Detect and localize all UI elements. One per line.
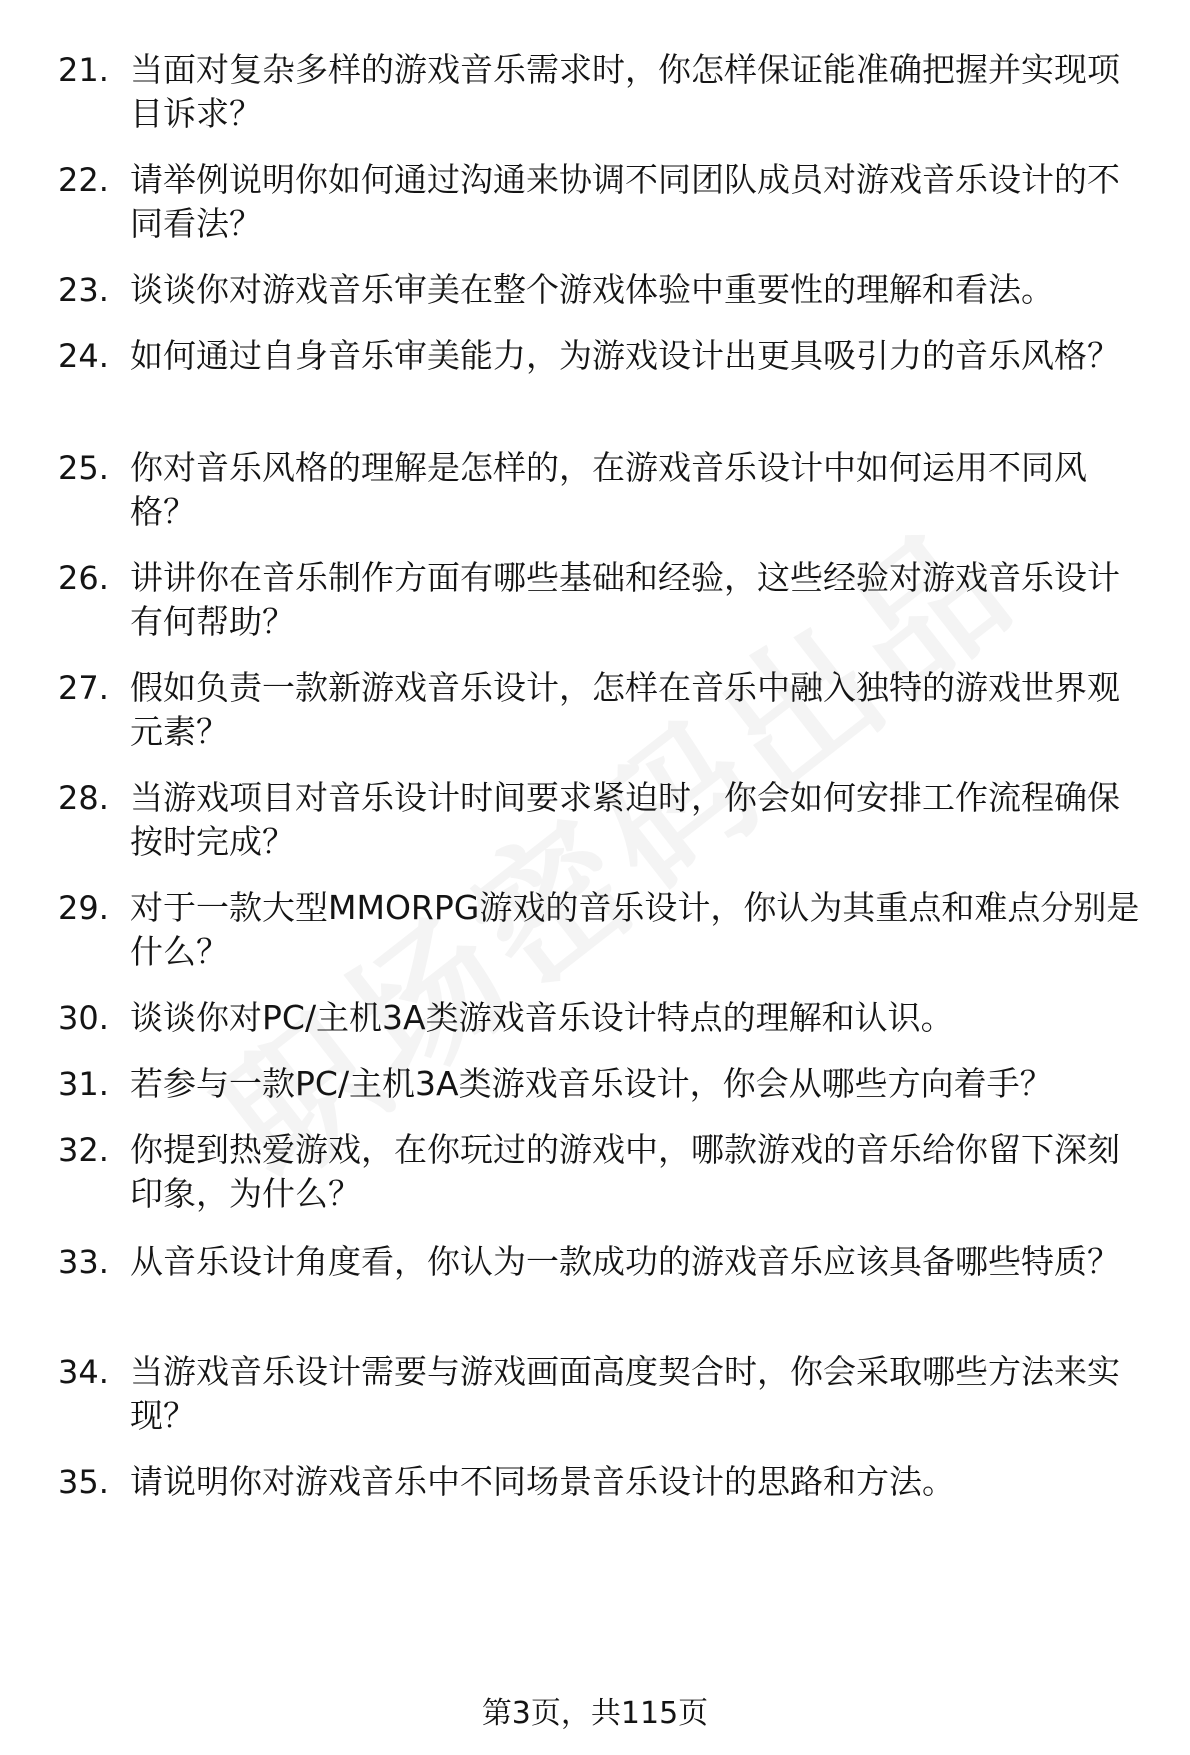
question-text: 假如负责一款新游戏音乐设计，怎样在音乐中融入独特的游戏世界观元素？ <box>130 668 1120 751</box>
question-number: 31. <box>58 1065 109 1103</box>
question-number: 35. <box>58 1463 109 1501</box>
question-number: 26. <box>58 559 109 597</box>
question-number: 25. <box>58 449 109 487</box>
question-item <box>58 48 1148 136</box>
question-text: 请举例说明你如何通过沟通来协调不同团队成员对游戏音乐设计的不同看法？ <box>130 160 1120 243</box>
question-text: 从音乐设计角度看，你认为一款成功的游戏音乐应该具备哪些特质？ <box>130 1242 1120 1281</box>
question-item <box>58 1128 1148 1216</box>
question-text: 你提到热爱游戏，在你玩过的游戏中，哪款游戏的音乐给你留下深刻印象，为什么？ <box>130 1130 1120 1213</box>
question-item <box>58 666 1148 754</box>
question-item <box>58 1350 1148 1438</box>
question-item <box>58 886 1148 974</box>
question-item <box>58 1240 1148 1284</box>
question-item <box>58 1062 1148 1106</box>
question-text: 请说明你对游戏音乐中不同场景音乐设计的思路和方法。 <box>130 1462 955 1501</box>
question-number: 21. <box>58 51 109 89</box>
question-text: 谈谈你对游戏音乐审美在整个游戏体验中重要性的理解和看法。 <box>130 270 1054 309</box>
question-item <box>58 996 1148 1040</box>
question-text: 当面对复杂多样的游戏音乐需求时，你怎样保证能准确把握并实现项目诉求？ <box>130 50 1120 133</box>
question-item <box>58 268 1148 312</box>
page-footer <box>0 1694 1190 1734</box>
question-number: 22. <box>58 161 109 199</box>
question-number: 23. <box>58 271 109 309</box>
question-item <box>58 446 1148 534</box>
question-number: 24. <box>58 337 109 375</box>
question-number: 29. <box>58 889 109 927</box>
question-number: 34. <box>58 1353 109 1391</box>
question-item <box>58 158 1148 246</box>
question-text: 谈谈你对PC/主机3A类游戏音乐设计特点的理解和认识。 <box>130 998 954 1037</box>
question-item <box>58 1460 1148 1504</box>
question-number: 27. <box>58 669 109 707</box>
question-text: 讲讲你在音乐制作方面有哪些基础和经验，这些经验对游戏音乐设计有何帮助？ <box>130 558 1120 641</box>
question-text: 如何通过自身音乐审美能力，为游戏设计出更具吸引力的音乐风格？ <box>130 336 1120 375</box>
question-number: 28. <box>58 779 109 817</box>
question-text: 对于一款大型MMORPG游戏的音乐设计，你认为其重点和难点分别是什么？ <box>130 888 1140 971</box>
question-number: 33. <box>58 1243 109 1281</box>
question-item <box>58 334 1148 378</box>
question-number: 30. <box>58 999 109 1037</box>
question-item <box>58 776 1148 864</box>
question-text: 当游戏项目对音乐设计时间要求紧迫时，你会如何安排工作流程确保按时完成？ <box>130 778 1120 861</box>
question-text: 当游戏音乐设计需要与游戏画面高度契合时，你会采取哪些方法来实现？ <box>130 1352 1120 1435</box>
question-item <box>58 556 1148 644</box>
question-number: 32. <box>58 1131 109 1169</box>
question-text: 若参与一款PC/主机3A类游戏音乐设计，你会从哪些方向着手？ <box>130 1064 1053 1103</box>
question-text: 你对音乐风格的理解是怎样的，在游戏音乐设计中如何运用不同风格？ <box>130 448 1087 531</box>
page-number-label: 第3页，共115页 <box>481 1696 709 1731</box>
